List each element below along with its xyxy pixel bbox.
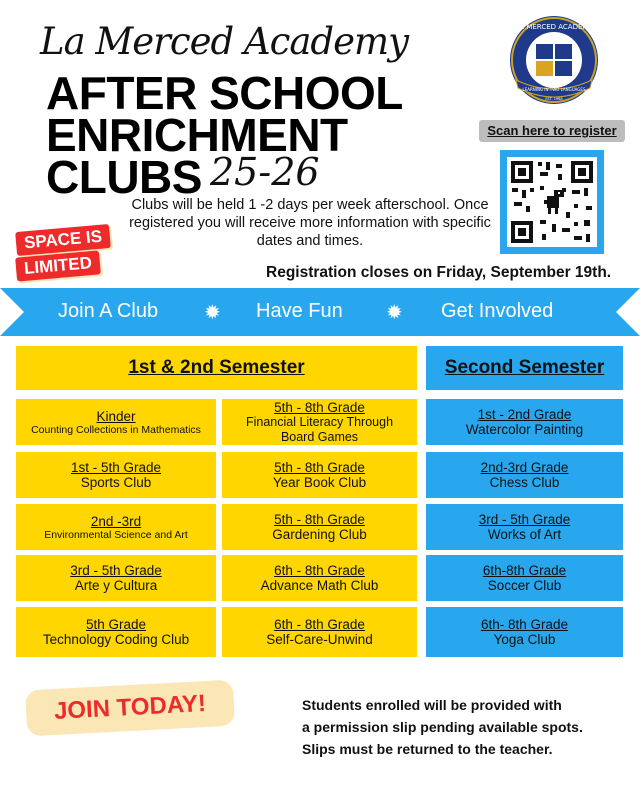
club-name: Sports Club [80,475,152,490]
header-second-semester-label: Second Semester [444,357,605,378]
club-grade: 1st - 5th Grade [70,460,162,475]
club-name: Yoga Club [493,632,556,647]
club-cell [16,504,216,550]
club-grade: 6th - 8th Grade [274,563,365,578]
club-name: Chess Club [489,475,560,490]
logo-ring-text: LA MERCED ACADEMY [515,23,593,31]
club-cell [16,452,216,498]
club-name: Advance Math Club [260,578,379,593]
club-grade: 6th - 8th Grade [274,617,365,632]
club-cell [426,399,623,445]
permission-slip-note [302,694,632,760]
club-name: Technology Coding Club [42,632,190,647]
club-grade: 2nd-3rd Grade [480,460,569,475]
club-name: Soccer Club [487,578,562,593]
club-cell [426,607,623,657]
club-cell [222,607,417,657]
club-grade: 6th-8th Grade [482,563,567,578]
club-cell [426,452,623,498]
club-name: Financial Literacy Through Board Games [245,414,394,444]
header-second-semester [426,346,623,390]
header-first-second-semester [16,346,417,390]
scan-to-register-label: Scan here to register [479,120,625,142]
academy-logo [506,14,602,110]
note-line-2: a permission slip pending available spots. [302,719,583,735]
sparkle-icon: ✹ [204,300,221,324]
club-grade: Kinder [96,408,136,424]
note-line-3: Slips must be returned to the teacher. [302,741,553,757]
club-grade: 3rd - 5th Grade [478,512,571,527]
logo-ribbon-text: LEARNING IN TWO LANGUAGES [522,87,586,92]
club-name: Gardening Club [272,527,367,542]
club-cell [16,607,216,657]
club-grade: 6th- 8th Grade [480,617,569,632]
club-grade: 5th Grade [85,617,147,632]
club-cell [222,452,417,498]
club-grade: 2nd -3rd [90,513,142,529]
registration-qr-code[interactable] [500,150,604,254]
club-grade: 3rd - 5th Grade [70,563,162,578]
club-grade: 5th - 8th Grade [274,399,365,415]
title-line-1: AFTER SCHOOL [46,67,403,119]
club-cell [426,555,623,601]
club-cell [16,555,216,601]
title-line-2: ENRICHMENT [46,109,348,161]
banner-have-fun: Have Fun [256,300,343,322]
logo-est-text: EST. 1968 [545,97,563,101]
registration-deadline: Registration closes on Friday, September 19th. [266,264,612,281]
schedule-description: Clubs will be held 1 -2 days per week afterschool. Once registered you will receive more information with specific dates and times. [129,197,491,249]
join-today-callout: JOIN TODAY! [25,680,235,737]
title-line-3: CLUBS [46,151,202,203]
club-cell [222,399,417,445]
club-name: Counting Collections in Mathematics [31,423,201,436]
club-grade: 5th - 8th Grade [274,460,365,475]
club-name: Works of Art [487,527,562,542]
club-grade: 5th - 8th Grade [274,512,365,527]
space-limited-badge-line2: LIMITED [15,250,101,281]
club-grade: 1st - 2nd Grade [477,407,572,422]
script-title: La Merced Academy [40,20,408,63]
club-cell [222,555,417,601]
sparkle-icon: ✹ [386,300,403,324]
note-line-1: Students enrolled will be provided with [302,697,562,713]
banner-join-a-club: Join A Club [58,300,159,322]
club-name: Self-Care-Unwind [266,632,373,647]
header-first-second-semester-label: 1st & 2nd Semester [128,357,305,378]
club-name: Watercolor Painting [465,422,584,437]
club-name: Environmental Science and Art [44,528,188,541]
banner-get-involved: Get Involved [441,300,554,322]
club-cell [16,399,216,445]
space-limited-badge-line1: SPACE IS [15,224,111,256]
club-name: Arte y Cultura [74,578,158,593]
club-cell [222,504,417,550]
club-name: Year Book Club [272,475,367,490]
school-year: 25-26 [210,150,320,194]
club-cell [426,504,623,550]
